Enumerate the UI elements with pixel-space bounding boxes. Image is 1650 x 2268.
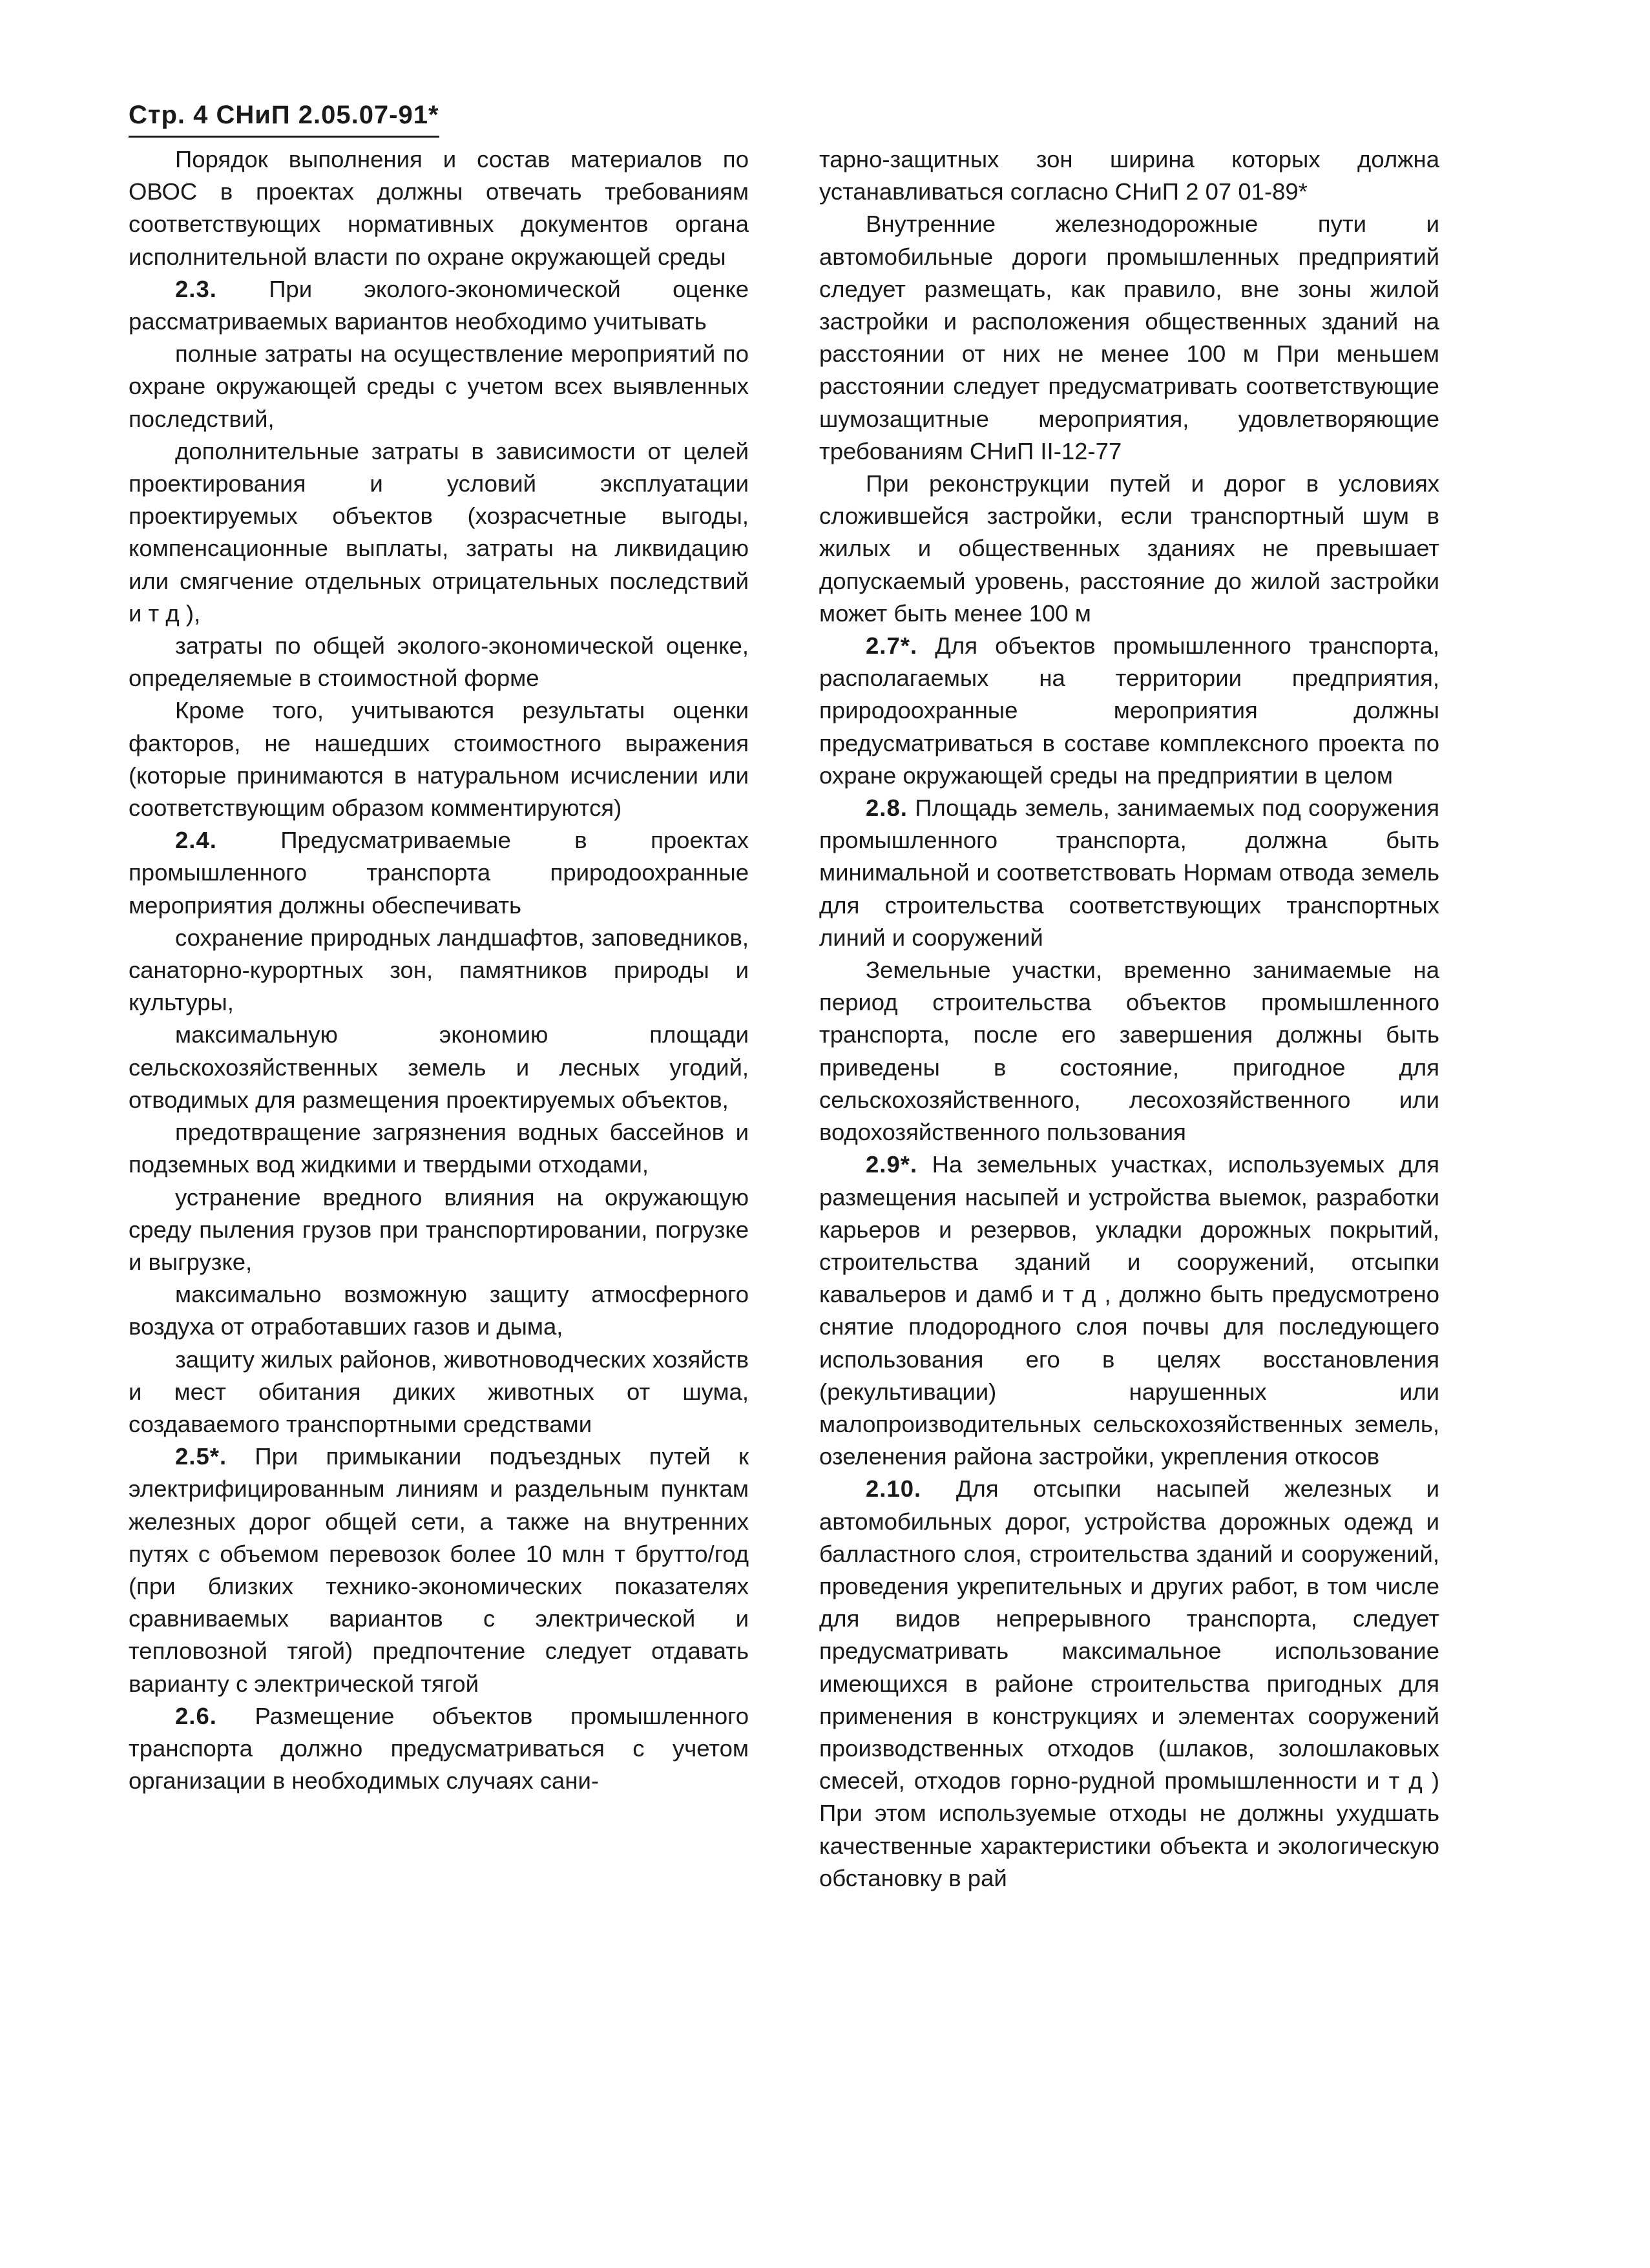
paragraph-text: затраты по общей эколого-экономической оценке, определяемые в стоимостной форме bbox=[129, 632, 749, 692]
paragraph bbox=[129, 1441, 749, 1700]
section-number: 2.7*. bbox=[866, 632, 918, 660]
paragraph-text: Земельные участки, временно занимаемые на период строительства объектов промышленного транспорта, после его завершения должны быть приведены в состояние, пригодное для сельскохозяйственного, лесохозяйственного или водохозяйственного пользования bbox=[819, 957, 1439, 1146]
section-number: 2.4. bbox=[175, 827, 217, 854]
section-number: 2.5*. bbox=[175, 1443, 227, 1470]
paragraph-text: устранение вредного влияния на окружающую среду пыления грузов при транспортировании, погрузке и выгрузке, bbox=[129, 1183, 749, 1275]
paragraph bbox=[129, 630, 749, 694]
paragraph bbox=[819, 630, 1439, 792]
paragraph-text: тарно-защитных зон ширина которых должна устанавливаться согласно СНиП 2 07 01-89* bbox=[819, 146, 1439, 205]
paragraph-text: полные затраты на осуществление мероприятий по охране окружающей среды с учетом всех выявленных последствий, bbox=[129, 340, 749, 432]
paragraph bbox=[129, 435, 749, 630]
paragraph-text: максимальную экономию площади сельскохозяйственных земель и лесных угодий, отводимых для размещения проектируемых объектов, bbox=[129, 1021, 749, 1113]
paragraph-text: При эколого-экономической оценке рассматриваемых вариантов необходимо учитывать bbox=[129, 275, 749, 335]
paragraph-text: максимально возможную защиту атмосферного воздуха от отработавших газов и дыма, bbox=[129, 1281, 749, 1340]
paragraph bbox=[819, 1473, 1439, 1895]
paragraph-text: Площадь земель, занимаемых под сооружения промышленного транспорта, должна быть минимальной и соответствовать Нормам отвода земель для строительства соответствующих транспортных линий и сооружений bbox=[819, 795, 1439, 951]
paragraph bbox=[129, 922, 749, 1019]
paragraph-text: дополнительные затраты в зависимости от целей проектирования и условий эксплуатации проектируемых объектов (хозрасчетные выгоды, компенсационные выплаты, затраты на ликвидацию или смягчение отдельных отрицательных последствий и т д ), bbox=[129, 437, 749, 627]
paragraph bbox=[129, 1181, 749, 1279]
paragraph-text: Внутренние железнодорожные пути и автомобильные дороги промышленных предприятий следует размещать, как правило, вне зоны жилой застройки и расположения общественных зданий на расстоянии от них не менее 100 м При меньшем расстоянии следует предусматривать соответствующие шумозащитные мероприятия, удовлетворяющие требованиям СНиП II-12-77 bbox=[819, 211, 1439, 464]
paragraph-text: Порядок выполнения и состав материалов по ОВОС в проектах должны отвечать требованиям соответствующих нормативных документов органа исполнительной власти по охране окружающей среды bbox=[129, 146, 749, 270]
paragraph bbox=[819, 954, 1439, 1149]
section-number: 2.9*. bbox=[866, 1151, 918, 1178]
paragraph bbox=[129, 1278, 749, 1343]
left-column bbox=[129, 143, 749, 1797]
paragraph bbox=[129, 694, 749, 824]
paragraph bbox=[129, 1116, 749, 1181]
paragraph bbox=[129, 273, 749, 338]
paragraph bbox=[129, 824, 749, 922]
paragraph-text: Размещение объектов промышленного транспорта должно предусматриваться с учетом организации в необходимых случаях сани- bbox=[129, 1702, 749, 1795]
paragraph bbox=[819, 468, 1439, 630]
section-number: 2.10. bbox=[866, 1475, 922, 1503]
section-number: 2.6. bbox=[175, 1702, 217, 1729]
paragraph-text: Для объектов промышленного транспорта, располагаемых на территории предприятия, природоохранные мероприятия должны предусматриваться в составе комплексного проекта по охране окружающей среды на предприятии в целом bbox=[819, 632, 1439, 789]
section-number: 2.8. bbox=[866, 795, 908, 822]
paragraph-text: При реконструкции путей и дорог в условиях сложившейся застройки, если транспортный шум в жилых и общественных зданиях не превышает допускаемый уровень, расстояние до жилой застройки может быть менее 100 м bbox=[819, 470, 1439, 627]
page-header: Стр. 4 СНиП 2.05.07-91* bbox=[129, 97, 439, 138]
paragraph bbox=[819, 1149, 1439, 1473]
paragraph-text: Кроме того, учитываются результаты оценки факторов, не нашедших стоимостного выражения (которые принимаются в натуральном исчислении или соответствующим образом комментируются) bbox=[129, 697, 749, 822]
paragraph-text: При примыкании подъездных путей к электрифицированным линиям и раздельным пунктам железных дорог общей сети, а также на внутренних путях с объемом перевозок более 10 млн т брутто/год (при близких технико-экономических показателях сравниваемых вариантов с электрической и тепловозной тягой) предпочтение следует отдавать варианту с электрической тягой bbox=[129, 1443, 749, 1697]
paragraph bbox=[129, 1019, 749, 1116]
paragraph-text: Предусматриваемые в проектах промышленного транспорта природоохранные мероприятия должны обеспечивать bbox=[129, 827, 749, 919]
section-number: 2.3. bbox=[175, 275, 217, 302]
paragraph-text: предотвращение загрязнения водных бассейнов и подземных вод жидкими и твердыми отходами, bbox=[129, 1119, 749, 1178]
paragraph-continuation bbox=[819, 143, 1439, 208]
paragraph-text: Для отсыпки насыпей железных и автомобильных дорог, устройства дорожных одежд и балластного слоя, строительства зданий и сооружений, проведения укрепительных и других работ, в том числе для видов непрерывного транспорта, следует предусматривать максимальное использование имеющихся в районе строительства пригодных для применения в конструкциях и элементах сооружений производственных отходов (шлаков, золошлаковых смесей, отходов горно-рудной промышленности и т д ) При этом используемые отходы не должны ухудшать качественные характеристики объекта и экологическую обстановку в рай bbox=[819, 1475, 1439, 1891]
paragraph bbox=[819, 792, 1439, 954]
paragraph bbox=[129, 338, 749, 435]
paragraph-text: защиту жилых районов, животноводческих хозяйств и мест обитания диких животных от шума, создаваемого транспортными средствами bbox=[129, 1346, 749, 1437]
paragraph bbox=[129, 1344, 749, 1441]
right-column bbox=[819, 143, 1439, 1895]
paragraph bbox=[129, 143, 749, 273]
paragraph-text: На земельных участках, используемых для размещения насыпей и устройства выемок, разработки карьеров и резервов, укладки дорожных покрытий, строительства зданий и сооружений, отсыпки кавальеров и дамб и т д , должно быть предусмотрено снятие плодородного слоя почвы для последующего использования его в целях восстановления (рекультивации) нарушенных или малопроизводительных сельскохозяйственных земель, озеленения района застройки, укрепления откосов bbox=[819, 1151, 1439, 1470]
paragraph bbox=[129, 1700, 749, 1798]
paragraph bbox=[819, 208, 1439, 468]
paragraph-text: сохранение природных ландшафтов, заповедников, санаторно-курортных зон, памятников природы и культуры, bbox=[129, 924, 749, 1016]
